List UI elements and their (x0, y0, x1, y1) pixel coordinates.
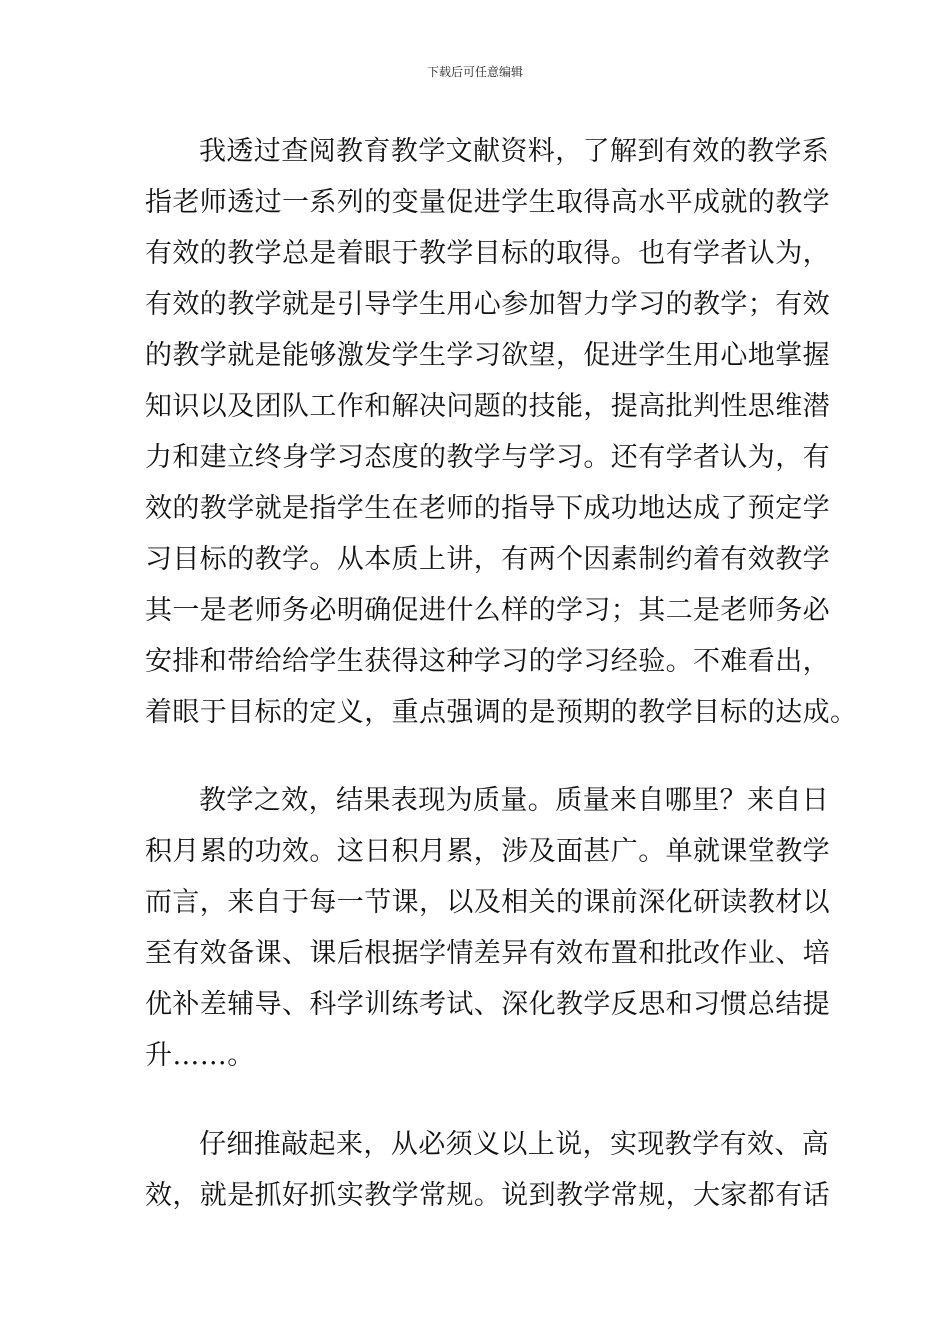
paragraph-3 (145, 1119, 830, 1221)
paragraph-line: 仔细推敲起来，从必须义以上说，实现教学有效、高 (199, 1129, 830, 1160)
paragraph-line: 着眼于目标的定义，重点强调的是预期的教学目标的达成。 (145, 697, 858, 728)
paragraph-line: 习目标的教学。从本质上讲，有两个因素制约着有效教学 (145, 544, 830, 575)
paragraph-line: 指老师透过一系列的变量促进学生取得高水平成就的教学 (145, 187, 830, 218)
paragraph-line: 而言，来自于每一节课，以及相关的课前深化研读教材以 (145, 887, 830, 918)
paragraph-line: 我透过查阅教育教学文献资料，了解到有效的教学系 (199, 136, 830, 167)
paragraph-line: 力和建立终身学习态度的教学与学习。还有学者认为，有 (145, 442, 830, 473)
paragraph-line: 至有效备课、课后根据学情差异有效布置和批改作业、培 (145, 938, 830, 969)
paragraph-line: 教学之效，结果表现为质量。质量来自哪里？来自日 (199, 785, 830, 816)
paragraph-line: 优补差辅导、科学训练考试、深化教学反思和习惯总结提 (145, 989, 830, 1020)
paragraph-line: 有效的教学总是着眼于教学目标的取得。也有学者认为， (145, 238, 830, 269)
paragraph-line: 积月累的功效。这日积月累，涉及面甚广。单就课堂教学 (145, 836, 830, 867)
paragraph-line: 升……。 (145, 1040, 255, 1071)
header-note: 下载后可任意编辑 (426, 65, 523, 79)
paragraph-line: 其一是老师务必明确促进什么样的学习；其二是老师务必 (145, 595, 830, 626)
paragraph-line: 有效的教学就是引导学生用心参加智力学习的教学；有效 (145, 289, 830, 320)
paragraph-line: 效的教学就是指学生在老师的指导下成功地达成了预定学 (145, 493, 830, 524)
paragraph-line: 的教学就是能够激发学生学习欲望，促进学生用心地掌握 (145, 340, 830, 371)
paragraph-2 (145, 775, 830, 1081)
paragraph-line: 知识以及团队工作和解决问题的技能，提高批判性思维潜 (145, 391, 830, 422)
paragraph-line: 安排和带给给学生获得这种学习的学习经验。不难看出， (145, 646, 830, 677)
paragraph-line: 效，就是抓好抓实教学常规。说到教学常规，大家都有话 (145, 1180, 830, 1211)
paragraph-1 (145, 126, 858, 738)
